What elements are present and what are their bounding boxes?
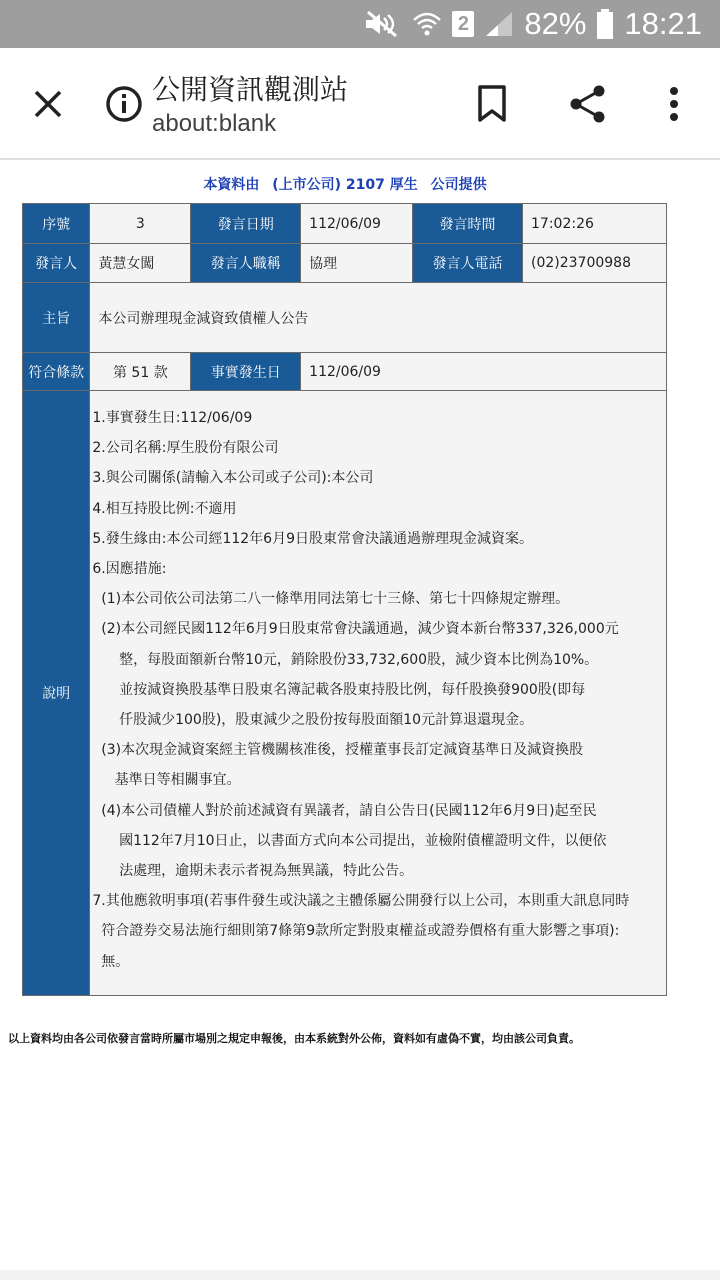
description-line: 國112年7月10日止，以書面方式向本公司提出，並檢附債權證明文件，以便依 — [92, 832, 607, 849]
page-title: 公開資訊觀測站 — [152, 73, 349, 106]
description-line: (4)本公司債權人對於前述減資有異議者，請自公告日(民國112年6月9日)起至民 — [92, 802, 597, 819]
announcement-table — [22, 203, 667, 996]
clause-value: 第 51 款 — [90, 353, 191, 391]
more-options-button[interactable] — [650, 80, 698, 128]
disclaimer-note: 以上資料均由各公司依發言當時所屬市場別之規定申報後，由本系統對外公佈，資料如有虛偽不實，均由該公司負責。 — [8, 1032, 580, 1045]
date-value: 112/06/09 — [301, 204, 413, 244]
bookmark-icon — [477, 85, 507, 123]
serial-value: 3 — [90, 204, 191, 244]
subject-label: 主旨 — [23, 283, 90, 353]
sim-badge: 2 — [452, 11, 474, 37]
speaker-title-label: 發言人職稱 — [191, 244, 301, 283]
time-value: 17:02:26 — [523, 204, 667, 244]
provider-prefix: 本資料由 — [203, 177, 260, 193]
provider-line — [0, 174, 690, 194]
table-row — [23, 244, 667, 283]
table-row — [23, 204, 667, 244]
speaker-phone-value: (02)23700988 — [523, 244, 667, 283]
share-icon — [568, 84, 608, 124]
bottom-strip — [0, 1270, 720, 1280]
table-row — [23, 391, 667, 996]
share-button[interactable] — [564, 80, 612, 128]
clock: 18:21 — [624, 6, 702, 41]
speaker-phone-label: 發言人電話 — [413, 244, 523, 283]
table-row — [23, 353, 667, 391]
description-line: 並按減資換股基準日股東名簿記載各股東持股比例，每仟股換發900股(即每 — [92, 681, 586, 698]
description-body — [90, 391, 667, 996]
clause-label: 符合條款 — [23, 353, 90, 391]
description-line: 3.與公司關係(請輸入本公司或子公司):本公司 — [92, 470, 374, 487]
description-line: 無。 — [92, 953, 130, 970]
description-line: 5.發生緣由:本公司經112年6月9日股東常會決議通過辦理現金減資案。 — [92, 530, 533, 547]
provider-suffix: 公司提供 — [430, 177, 487, 193]
status-bar — [0, 0, 720, 48]
occur-date-label: 事實發生日 — [191, 353, 301, 391]
browser-toolbar — [0, 48, 720, 160]
close-icon — [32, 88, 64, 120]
date-label: 發言日期 — [191, 204, 301, 244]
description-line: (1)本公司依公司法第二八一條準用同法第七十三條、第七十四條規定辦理。 — [92, 591, 570, 608]
provider-company: (上市公司) 2107 厚生 — [272, 177, 418, 193]
description-line: 6.因應措施: — [92, 561, 167, 578]
serial-label: 序號 — [23, 204, 90, 244]
description-line: 7.其他應敘明事項(若事件發生或決議之主體係屬公開發行以上公司，本則重大訊息同時 — [92, 893, 630, 910]
description-lines — [92, 403, 664, 977]
description-line: (2)本公司經民國112年6月9日股東常會決議通過，減少資本新台幣337,326,000元 — [92, 621, 619, 638]
subject-value: 本公司辦理現金減資致債權人公告 — [90, 283, 667, 353]
description-line: 法處理，逾期未表示者視為無異議，特此公告。 — [92, 863, 414, 880]
site-info-button[interactable] — [104, 84, 144, 124]
speaker-label: 發言人 — [23, 244, 90, 283]
description-line: 符合證券交易法施行細則第7條第9款所定對股東權益或證券價格有重大影響之事項): — [92, 923, 620, 940]
description-label: 說明 — [23, 391, 90, 996]
battery-percent: 82% — [524, 6, 587, 41]
occur-date-value: 112/06/09 — [301, 353, 667, 391]
description-line: 基準日等相關事宜。 — [92, 772, 241, 789]
bookmark-button[interactable] — [468, 80, 516, 128]
mute-icon — [362, 10, 402, 38]
description-line: 4.相互持股比例:不適用 — [92, 500, 237, 517]
close-button[interactable] — [24, 80, 72, 128]
description-line: (3)本次現金減資案經主管機關核准後，授權董事長訂定減資基準日及減資換股 — [92, 742, 584, 759]
description-line: 2.公司名稱:厚生股份有限公司 — [92, 440, 279, 457]
more-vert-icon — [668, 86, 680, 122]
battery-icon — [596, 9, 614, 39]
speaker-title-value: 協理 — [301, 244, 413, 283]
speaker-value: 黃慧女闖 — [90, 244, 191, 283]
page-url: about:blank — [152, 110, 277, 137]
info-icon — [105, 85, 143, 123]
wifi-icon — [412, 10, 442, 38]
description-line: 1.事實發生日:112/06/09 — [92, 410, 253, 426]
description-line: 整，每股面額新台幣10元，銷除股份33,732,600股，減少資本比例為10%。 — [92, 651, 599, 668]
signal-icon — [484, 10, 514, 38]
time-label: 發言時間 — [413, 204, 523, 244]
table-row — [23, 283, 667, 353]
description-line: 仟股減少100股)，股東減少之股份按每股面額10元計算退還現金。 — [92, 712, 534, 729]
